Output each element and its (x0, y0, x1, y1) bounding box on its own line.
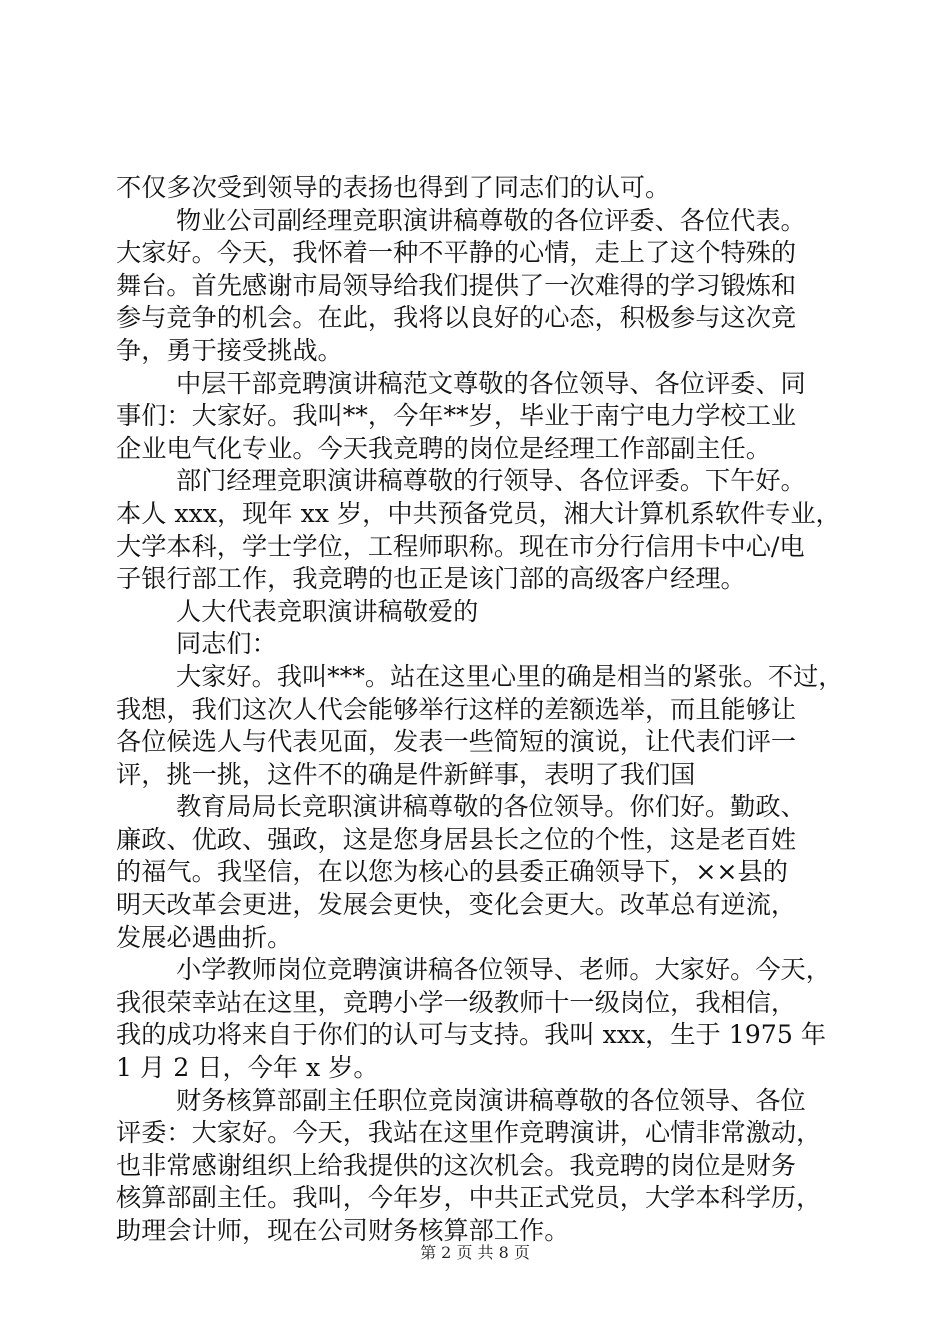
text-line: 我很荣幸站在这里，竞聘小学一级教师十一级岗位，我相信， (116, 987, 797, 1017)
text-line: 我的成功将来自于你们的认可与支持。我叫 xxx，生于 1975 年 (116, 1020, 827, 1050)
paragraph-start-line: 部门经理竞职演讲稿尊敬的行领导、各位评委。下午好。 (176, 466, 806, 496)
text-line: 1 月 2 日，今年 x 岁。 (116, 1053, 379, 1083)
text-line: 发展必遇曲折。 (116, 922, 293, 952)
text-line: 廉政、优政、强政，这是您身居县长之位的个性，这是老百姓 (116, 824, 797, 854)
paragraph-start-line: 教育局局长竞职演讲稿尊敬的各位领导。你们好。勤政、 (176, 792, 806, 822)
text-line: 本人 xxx，现年 xx 岁，中共预备党员，湘大计算机系软件专业， (116, 498, 841, 528)
paragraph-start-line: 人大代表竞职演讲稿敬爱的 (176, 596, 479, 626)
text-line: 各位候选人与代表见面，发表一些简短的演说，让代表们评一 (116, 727, 797, 757)
paragraph-start-line: 财务核算部副主任职位竞岗演讲稿尊敬的各位领导、各位 (176, 1085, 806, 1115)
text-line: 参与竞争的机会。在此，我将以良好的心态，积极参与这次竞 (116, 303, 797, 333)
paragraph-start-line: 物业公司副经理竞职演讲稿尊敬的各位评委、各位代表。 (176, 205, 806, 235)
text-line: 评委：大家好。今天，我站在这里作竞聘演讲，心情非常激动， (116, 1118, 822, 1148)
text-line: 助理会计师，现在公司财务核算部工作。 (116, 1216, 570, 1245)
paragraph-start-line: 大家好。我叫***。站在这里心里的确是相当的紧张。不过， (176, 661, 844, 691)
text-line: 事们：大家好。我叫**，今年**岁，毕业于南宁电力学校工业 (116, 401, 797, 431)
text-line: 我想，我们这次人代会能够举行这样的差额选举，而且能够让 (116, 694, 797, 724)
text-line: 大家好。今天，我怀着一种不平静的心情，走上了这个特殊的 (116, 238, 797, 268)
text-line: 评，挑一挑，这件不的确是件新鲜事，表明了我们国 (116, 759, 696, 789)
paragraph-start-line: 中层干部竞聘演讲稿范文尊敬的各位领导、各位评委、同 (176, 368, 806, 398)
text-line: 核算部副主任。我叫，今年岁，中共正式党员，大学本科学历， (116, 1183, 822, 1213)
text-line: 舞台。首先感谢市局领导给我们提供了一次难得的学习锻炼和 (116, 270, 797, 300)
text-line: 大学本科，学士学位，工程师职称。现在市分行信用卡中心/电 (116, 531, 805, 561)
paragraph-start-line: 小学教师岗位竞聘演讲稿各位领导、老师。大家好。今天， (176, 955, 831, 985)
document-body (116, 172, 844, 1248)
text-line: 也非常感谢组织上给我提供的这次机会。我竞聘的岗位是财务 (116, 1150, 797, 1180)
text-line: 不仅多次受到领导的表扬也得到了同志们的认可。 (116, 173, 671, 202)
paragraph-start-line: 同志们： (176, 629, 277, 659)
text-line: 明天改革会更进，发展会更快，变化会更大。改革总有逆流， (116, 890, 797, 920)
text-line: 争，勇于接受挑战。 (116, 335, 343, 365)
text-line: 的福气。我坚信，在以您为核心的县委正确领导下，××县的 (116, 857, 788, 887)
text-line: 企业电气化专业。今天我竞聘的岗位是经理工作部副主任。 (116, 433, 771, 463)
page-number-footer: 第 2 页 共 8 页 (420, 1243, 530, 1262)
text-line: 子银行部工作，我竞聘的也正是该门部的高级客户经理。 (116, 564, 746, 594)
